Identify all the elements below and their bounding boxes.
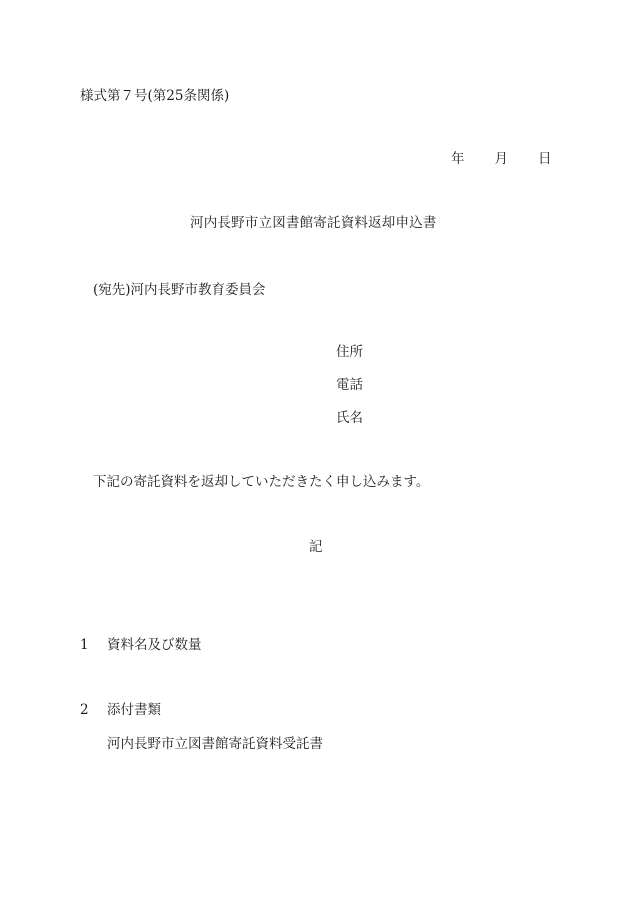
applicant-address-label: 住所 xyxy=(336,344,363,360)
list-item-number: 1 xyxy=(80,637,89,653)
date-month-label: 月 xyxy=(494,151,508,167)
addressee: (宛先)河内長野市教育委員会 xyxy=(93,282,266,298)
list-item-number: 2 xyxy=(80,702,89,718)
date-year-label: 年 xyxy=(451,151,465,167)
list-item-label: 添付書類 xyxy=(107,702,161,718)
form-number: 様式第７号(第25条関係) xyxy=(80,88,230,104)
date-day-label: 日 xyxy=(538,151,552,167)
applicant-phone-label: 電話 xyxy=(336,377,363,393)
list-item-2-detail: 河内長野市立図書館寄託資料受託書 xyxy=(107,736,323,752)
date-line xyxy=(451,153,552,167)
list-item-2 xyxy=(80,704,161,718)
document-title: 河内長野市立図書館寄託資料返却申込書 xyxy=(190,215,437,231)
list-item-1 xyxy=(80,639,202,653)
ki-heading: 記 xyxy=(309,539,323,555)
applicant-name-label: 氏名 xyxy=(336,410,363,426)
list-item-label: 資料名及び数量 xyxy=(107,637,202,653)
request-body-text: 下記の寄託資料を返却していただきたく申し込みます。 xyxy=(93,474,430,490)
